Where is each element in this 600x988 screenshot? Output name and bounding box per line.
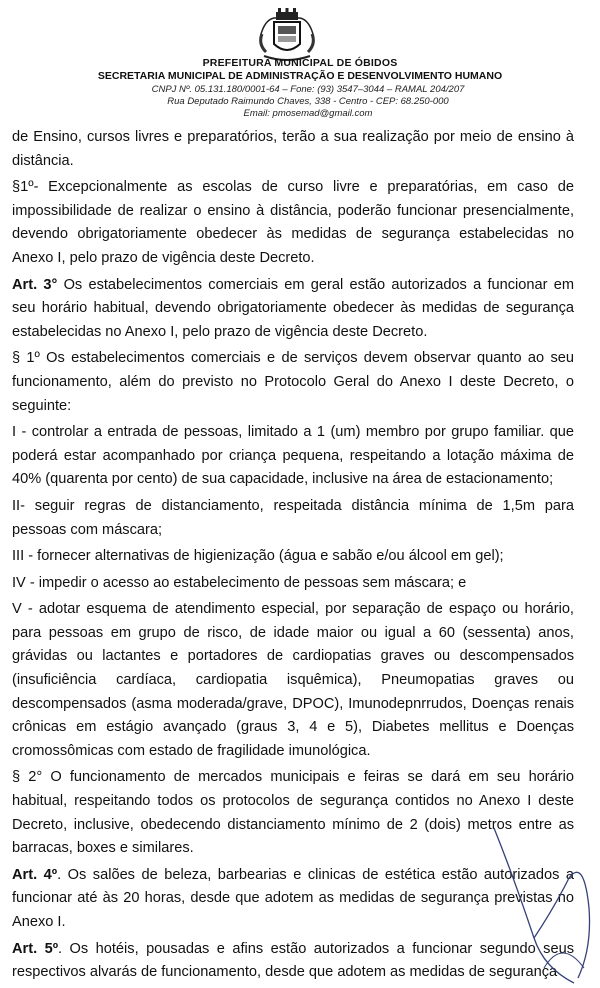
paragraph xyxy=(12,274,574,345)
article-label: Art. 4º xyxy=(12,866,58,883)
article-label: Art. 3° xyxy=(12,276,58,293)
list-item: II- seguir regras de distanciamento, respeitada distância mínima de 1,5m para pessoas com máscara; xyxy=(12,497,574,538)
paragraph: §1º- Excepcionalmente as escolas de curso livre e preparatórias, em caso de impossibilidade de realizar o ensino à distância, poderão funcionar presencialmente, devendo obrigatoriamente obedecer às medidas de segurança estabelecidas no Anexo I, pelo prazo de vigência deste Decreto. xyxy=(12,179,574,266)
article-label: Art. 5º xyxy=(12,940,59,957)
paragraph: de Ensino, cursos livres e preparatórios, terão a sua realização por meio de ensino à distância. xyxy=(12,129,574,169)
contact-address: Rua Deputado Raimundo Chaves, 338 - Centro - CEP: 68.250-000 xyxy=(167,96,449,107)
org-name: PREFEITURA MUNICIPAL DE ÓBIDOS xyxy=(202,57,398,69)
handwritten-signature xyxy=(474,818,594,988)
list-item: III - fornecer alternativas de higienização (água e sabão e/ou álcool em gel); xyxy=(12,548,504,565)
contact-cnpj-phone: CNPJ Nº. 05.131.180/0001-64 – Fone: (93) 3547–3044 – RAMAL 204/207 xyxy=(151,84,465,95)
municipal-crest-icon xyxy=(256,8,318,64)
paragraph: § 2° O funcionamento de mercados municipais e feiras se dará em seu horário habitual, respeitando todos os protocolos de segurança contidos no Anexo I deste Decreto, inclusive, obedecendo distanciamento mínimo de 2 (dois) metros entre as barracas, boxes e similares. xyxy=(12,769,574,857)
list-item: IV - impedir o acesso ao estabelecimento de pessoas sem máscara; e xyxy=(12,574,467,591)
letterhead xyxy=(0,0,600,122)
secretariat-name: SECRETARIA MUNICIPAL DE ADMINISTRAÇÃO E DESENVOLVIMENTO HUMANO xyxy=(97,70,503,82)
list-item: I - controlar a entrada de pessoas, limitado a 1 (um) membro por grupo familiar. que poderá estar acompanhado por criança pequena, respeitando a lotação máxima de 40% (quarenta por cento) de sua capacidade, inclusive na área de estacionamento; xyxy=(12,424,574,488)
article-text: . Os salões de beleza, barbearias e clinicas de estética estão autorizados a funcionar até às 20 horas, desde que adotem as medidas de segurança previstas no Anexo I. xyxy=(12,866,574,930)
list-item: V - adotar esquema de atendimento especial, por separação de espaço ou horário, para pessoas em grupo de risco, de idade maior ou igual a 60 (sessenta) anos, grávidas ou lactantes e portadores de cardiopatias graves ou descompensados (insuficiência cardíaca, cardiopatia isquêmica), Pneumopatias graves ou descompensados (asma moderada/grave, DPOC), Imunodepnrrudos, Doenças renais crônicas em estágio avançado (graus 3, 4 e 5), Diabetes mellitus e Doenças cromossômicas com estado de fragilidade imunológica. xyxy=(12,601,574,759)
paragraph: § 1º Os estabelecimentos comerciais e de serviços devem observar quanto ao seu funcionamento, além do previsto no Protocolo Geral do Anexo I deste Decreto, o seguinte: xyxy=(12,350,574,414)
article-text: . Os hotéis, pousadas e afins estão autorizados a funcionar segundo seus respectivos alvarás de funcionamento, desde que adotem as medidas de segurança xyxy=(12,940,574,981)
article-text: Os estabelecimentos comerciais em geral estão autorizados a funcionar em seu horário habitual, devendo obrigatoriamente obedecer às medidas de segurança estabelecidas no Anexo I, pelo prazo de vigência deste Decreto. xyxy=(12,276,574,340)
contact-email: Email: pmosemad@gmail.com xyxy=(243,108,373,119)
